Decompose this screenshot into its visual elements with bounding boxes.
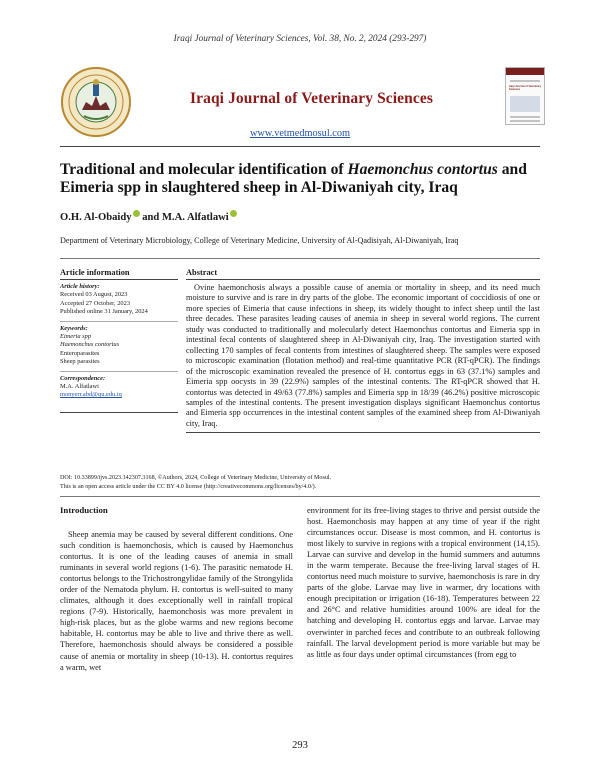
journal-cover-thumbnail	[505, 67, 545, 125]
author-connector: and	[142, 212, 160, 223]
introduction-text-right: environment for its free-living stages to thrive and persist outside the host. Haemonchosis may happen at any time of year if the right circumstances occur. Disease is most common, and H. contortus is most likely to survive in regions with a tropical environment (14,15). Larvae can survive and develop in the humid summers and autumns in the warm temperate. Because the free-living larval stages of H. contortus need much moisture to survive, haemonchosis is rare in dry parts of the globe. Larvae may live in warmer, dry locations with enough precipitation or irrigation (16-18). Temperatures between 22 and 26°C and relative humidities around 100% are ideal for the hatching and developing H. contortus eggs and larvae. Larvae may overwinter in parched feces and contribute to an outbreak following rainfall. The larval development period is more variable but may be as little as four days under optimal circumstances (from egg to	[307, 506, 540, 659]
article-info-heading: Article information	[60, 268, 178, 280]
published-date: Published online 31 January, 2024	[60, 308, 148, 316]
cover-title: Iraqi Journal of Veterinary Sciences	[509, 85, 541, 91]
orcid-icon[interactable]	[133, 210, 140, 217]
header-divider	[60, 146, 540, 147]
abstract-divider	[186, 432, 540, 433]
info-bottom-divider	[60, 412, 178, 413]
correspondence-email-link[interactable]: monyerr.abd@qu.edu.iq	[60, 391, 122, 399]
license-line: This is an open access article under the CC BY 4.0 license (http://creativecommons.org/licenses/by/4.0/).	[60, 484, 317, 490]
journal-website-link[interactable]: www.vetmedmosul.com	[250, 128, 350, 139]
keyword-item: Sheep parasites	[60, 358, 100, 366]
introduction-text-left: Sheep anemia may be caused by several different conditions. One such condition is haemonchosis, which is caused by Haemonchus contortus. It is one of the leading causes of anemia in small ruminants in several world regions (1-6). The parasitic nematode H. contortus belongs to the Trichostrongylidae family of the Strongylida order of the Nematoda phylum. H. contortus is well-suited to many climates, although it does exceptionally well in rainfall tropical regions (7-9). Historically, haemonchosis was more prevalent in high-risk places, but as the globe warms and new regions become habitable, H. contortus may be able to live and thrive there as well. Therefore, haemonchosis should always be considered a possible cause of anemia or mortality in sheep (10-13). H. contortus requires a warm, wet	[60, 530, 293, 672]
affiliation-divider	[60, 258, 540, 259]
authors	[60, 210, 237, 223]
running-head: Iraqi Journal of Veterinary Sciences, Vol. 38, No. 2, 2024 (293-297)	[173, 34, 427, 44]
affiliation: Department of Veterinary Microbiology, College of Veterinary Medicine, University of Al-Qadisiyah, Al-Diwaniyah, Iraq	[60, 236, 459, 245]
article-title-part1: Traditional and molecular identification of	[60, 161, 348, 178]
introduction-heading: Introduction	[60, 505, 108, 515]
accepted-date: Accepted 27 October, 2023	[60, 299, 131, 307]
body-column-left	[60, 505, 293, 673]
abstract-panel	[186, 268, 540, 433]
page-number: 293	[292, 740, 308, 751]
keywords-label: Keywords:	[60, 324, 88, 332]
history-label: Article history:	[60, 283, 100, 290]
keyword-item: Enteroparasites	[60, 349, 100, 357]
article-title	[60, 161, 540, 197]
article-title-species: Haemonchus contortus	[347, 161, 498, 178]
info-divider	[60, 321, 178, 322]
abstract-heading: Abstract	[186, 268, 540, 280]
author-1: O.H. Al-Obaidy	[60, 212, 132, 223]
author-2: M.A. Alfatlawi	[161, 212, 229, 223]
info-divider	[60, 371, 178, 372]
journal-title: Iraqi Journal of Veterinary Sciences	[190, 90, 433, 107]
article-info-panel	[60, 268, 178, 416]
orcid-icon[interactable]	[230, 210, 237, 217]
body-column-right	[307, 505, 540, 660]
received-date: Received 03 August, 2023	[60, 291, 128, 299]
article-title-part2: and Eimeria spp in slaughtered sheep in Al-Diwaniyah city, Iraq	[60, 161, 527, 196]
correspondence-label: Correspondence:	[60, 374, 106, 382]
doi-line: DOI: 10.33899/ijvs.2023.142307.3168, ©Authors, 2024, College of Veterinary Medicine, University of Mosul.	[60, 475, 332, 481]
keyword-item: Haemonchus contortus	[60, 341, 120, 349]
body-divider	[60, 496, 540, 497]
abstract-text: Ovine haemonchosis always a possible cause of anemia or mortality in sheep, and its need much moisture to survive and is rare in dry parts of the globe. The economic important of coccidiosis of one or more species of Eimeria that cause infections in sheep, its widely thought to infect sheep until the last three decades. These parasites leading causes of anemia in sheep in several world regions. The current study was conducted to traditionally and molecularly detect Haemonchus contortus and Eimeria spp in intestinal fecal contents of slaughtered sheep in Al-Diwaniyah city, Iraq. The investigation started with collecting 170 samples of fecal contents from intestines of slaughtered sheep. The samples were exposed to microscopic examination (flotation method) and real-time quantitative PCR (RT-qPCR). The findings of the microscopic examination revealed the presence of H. contortus eggs in 63 (37.1%) samples and Eimeria spp oocysts in 39 (22.9%) samples of the intestinal contents. The RT-qPCR showed that H. contortus was detected in 49/63 (77.8%) samples and Eimeria spp in 18/39 (46.2%) positive microscopic samples of the intestinal contents. The present investigation displays significant Haemonchus contortus and Eimeria spp occurrences in the intestinal content samples of the examined sheep from Al-Diwaniyah city, Iraq.	[186, 283, 540, 428]
correspondence-name: M.A. Alfatlawi	[60, 383, 99, 391]
keyword-item: Eimeria spp	[60, 333, 92, 341]
